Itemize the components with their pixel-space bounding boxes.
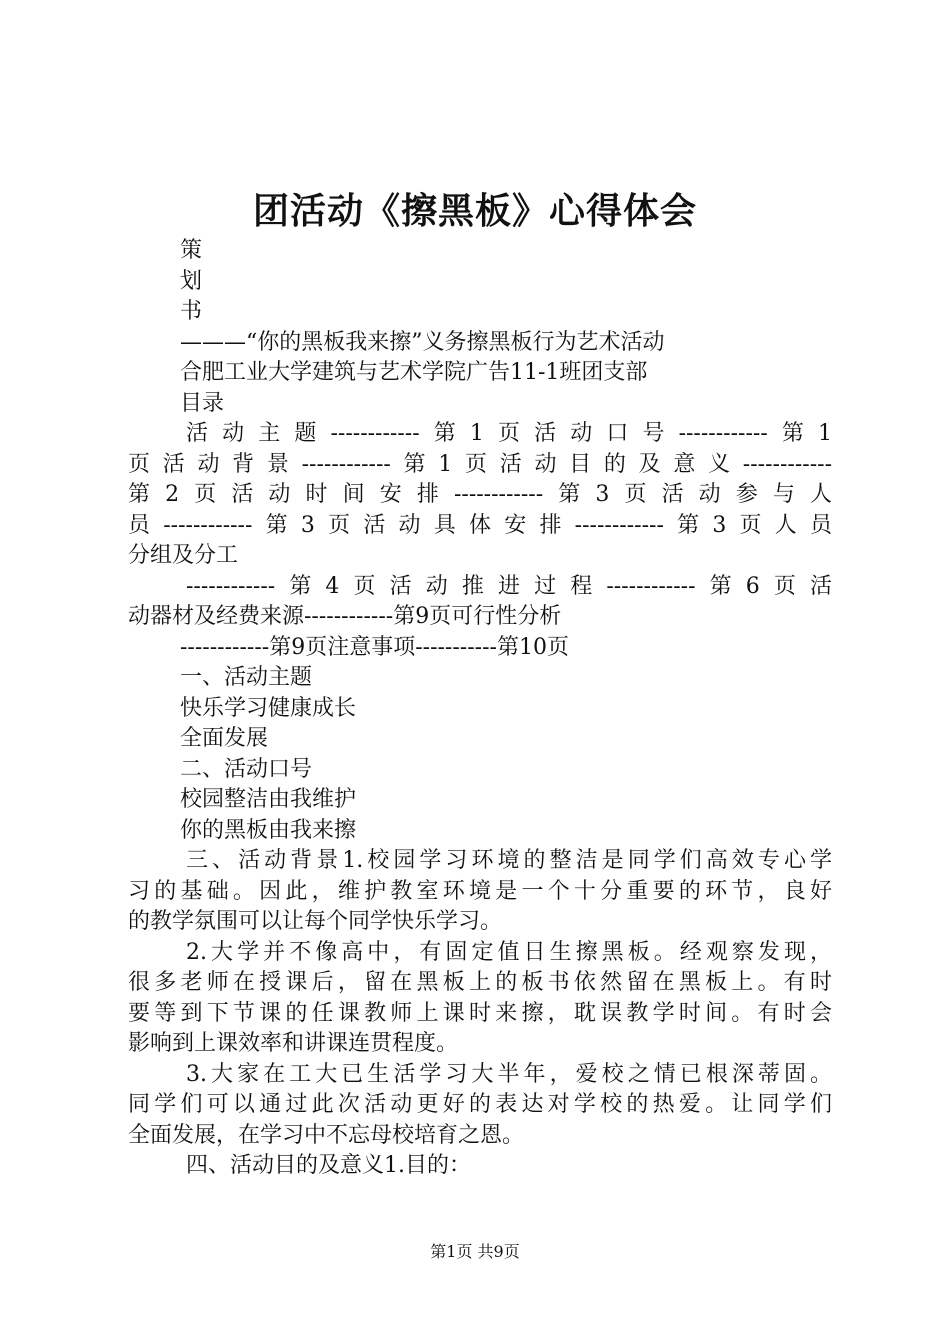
paragraph-line: 很多老师在授课后，留在黑板上的板书依然留在黑板上。有时 [128,970,832,995]
paragraph-line: 校园整洁由我维护 [180,787,357,812]
toc-line: 分组及分工 [128,543,239,568]
paragraph-line: 快乐学习健康成长 [180,695,357,721]
page-footer: 第1页 共9页 [430,1242,520,1261]
section-background [128,846,832,1151]
toc-heading: 目录 [180,390,225,416]
table-of-contents [128,419,832,663]
paragraph-line: 影响到上课效率和讲课连贯程度。 [128,1031,459,1056]
toc-line: ------------第4页活动推进过程------------第6页活 [186,573,832,599]
doc-type-char: 划 [180,268,203,294]
paragraph-line: 三、活动背景1.校园学习环境的整洁是同学们高效专心学 [186,848,832,873]
paragraph-line: 3.大家在工大已生活学习大半年，爱校之情已根深蒂固。 [186,1061,832,1087]
paragraph-line: 要等到下节课的任课教师上课时来擦，耽误教学时间。有时会 [128,1000,832,1026]
paragraph-line: 同学们可以通过此次活动更好的表达对学校的热爱。让同学们 [128,1092,832,1117]
toc-line: 动器材及经费来源------------第9页可行性分析 [128,604,562,629]
organizer: 合肥工业大学建筑与艺术学院广告11-1班团支部 [180,360,648,385]
subtitle: ———“你的黑板我来擦”义务擦黑板行为艺术活动 [180,329,665,355]
doc-type-char: 书 [180,299,203,324]
toc-line: ------------第9页注意事项-----------第10页 [180,634,569,660]
document-body [128,236,832,1182]
paragraph-line: 全面发展，在学习中不忘母校培育之恩。 [128,1122,525,1148]
section-heading: 二、活动口号 [180,756,313,782]
toc-line: 页活动背景------------第1页活动目的及意义------------ [128,451,832,477]
doc-type-char: 策 [180,238,203,263]
section-heading: 一、活动主题 [180,665,313,690]
toc-line: 员------------第3页活动具体安排------------第3页人员 [128,512,832,538]
section-heading: 四、活动目的及意义1.目的： [186,1153,471,1178]
paragraph-line: 全面发展 [180,726,269,751]
toc-line: 第2页活动时间安排------------第3页活动参与人 [128,482,832,507]
paragraph-line: 2.大学并不像高中，有固定值日生擦黑板。经观察发现， [186,939,832,965]
paragraph-line: 你的黑板由我来擦 [180,817,357,843]
document-title: 团活动《擦黑板》心得体会 [252,190,697,232]
paragraph-line: 习的基础。因此，维护教室环境是一个十分重要的环节，良好 [128,878,832,904]
paragraph-line: 的教学氛围可以让每个同学快乐学习。 [128,909,503,934]
toc-line: 活动主题------------第1页活动口号------------第1 [186,421,832,446]
